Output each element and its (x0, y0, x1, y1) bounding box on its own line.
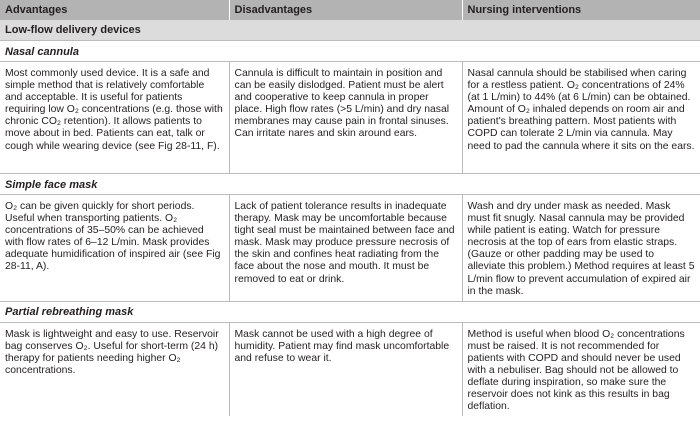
cell-text: Cannula is difficult to maintain in position and can be easily dislodged. Patient must be alert and cooperative to keep cannula in proper place. High flow rates (>5 L/min) and dry nasal membranes may cause pain in frontal sinuses. Can irritate nares and skin around ears. (234, 68, 450, 140)
disadvantages-cell (229, 62, 462, 174)
header-nursing-interventions: Nursing interventions (462, 0, 700, 20)
header-disadvantages: Disadvantages (229, 0, 462, 20)
header-advantages: Advantages (0, 0, 229, 20)
table-row (0, 62, 700, 174)
disadvantages-cell (229, 195, 462, 302)
disadvantages-cell (229, 322, 462, 416)
device-heading-partial-rebreathing-mask: Partial rebreathing mask (0, 301, 700, 322)
table-row (0, 195, 700, 302)
interventions-cell (462, 62, 700, 174)
device-heading-row (0, 41, 700, 62)
device-heading-simple-face-mask: Simple face mask (0, 174, 700, 195)
section-title: Low-flow delivery devices (0, 20, 700, 41)
advantages-cell (0, 62, 229, 174)
advantages-cell (0, 322, 229, 416)
cell-text: O₂ can be given quickly for short periods. Useful when transporting patients. O₂ concentrations of 35–50% can be achieved with flow rates of 6–12 L/min. Mask provides adequate humidification of inspired air (see Fig 28-11, A). (5, 201, 221, 273)
cell-text: Lack of patient tolerance results in inadequate therapy. Mask may be uncomfortable because tight seal must be maintained between face and mask. Mask may produce pressure necrosis of the skin and confines heat radiating from the face about the nose and mouth. It must be removed to eat or drink. (234, 201, 455, 285)
cell-text: Method is useful when blood O₂ concentrations must be raised. It is not recommended for patients with COPD and should never be used with a nebuliser. Bag should not be allowed to deflate during inspiration, so make sure the reservoir does not kink as this results in bag deflation. (467, 328, 685, 413)
header-row (0, 0, 700, 20)
table-row (0, 322, 700, 416)
interventions-cell (462, 195, 700, 302)
device-heading-row (0, 301, 700, 322)
section-row (0, 20, 700, 41)
cell-text: Nasal cannula should be stabilised when caring for a restless patient. O₂ concentrations of 24% (at 1 L/min) to 44% (at 6 L/min) can be obtained. Amount of O₂ inhaled depends on room air and patient's breathing pattern. Most patients with COPD can tolerate 2 L/min via cannula. May need to pad the cannula where it sits on the ears. (467, 68, 695, 152)
device-heading-row (0, 174, 700, 195)
interventions-cell (462, 322, 700, 416)
cell-text: Wash and dry under mask as needed. Mask must fit snugly. Nasal cannula may be provided while patient is eating. Watch for pressure necrosis at the top of ears from elastic straps. (Gauze or other padding may be used to alleviate this problem.) Method requires at least 5 L/min flow to prevent accumulation of expired air in the mask. (467, 201, 695, 297)
cell-text: Mask is lightweight and easy to use. Reservoir bag conserves O₂. Useful for short-term (24 h) therapy for patients needing higher O₂ concentrations. (5, 328, 219, 377)
advantages-cell (0, 195, 229, 302)
cell-text: Mask cannot be used with a high degree of humidity. Patient may find mask uncomfortable and refuse to wear it. (234, 328, 450, 364)
cell-text: Most commonly used device. It is a safe and simple method that is relatively comfortable and acceptable. It is useful for patients requiring low O₂ concentrations (e.g. those with chronic CO₂ retention). It allows patients to move about in bed. Patients can eat, talk or cough while wearing device (see Fig 28-11, F). (5, 68, 223, 152)
device-heading-nasal-cannula: Nasal cannula (0, 41, 700, 62)
